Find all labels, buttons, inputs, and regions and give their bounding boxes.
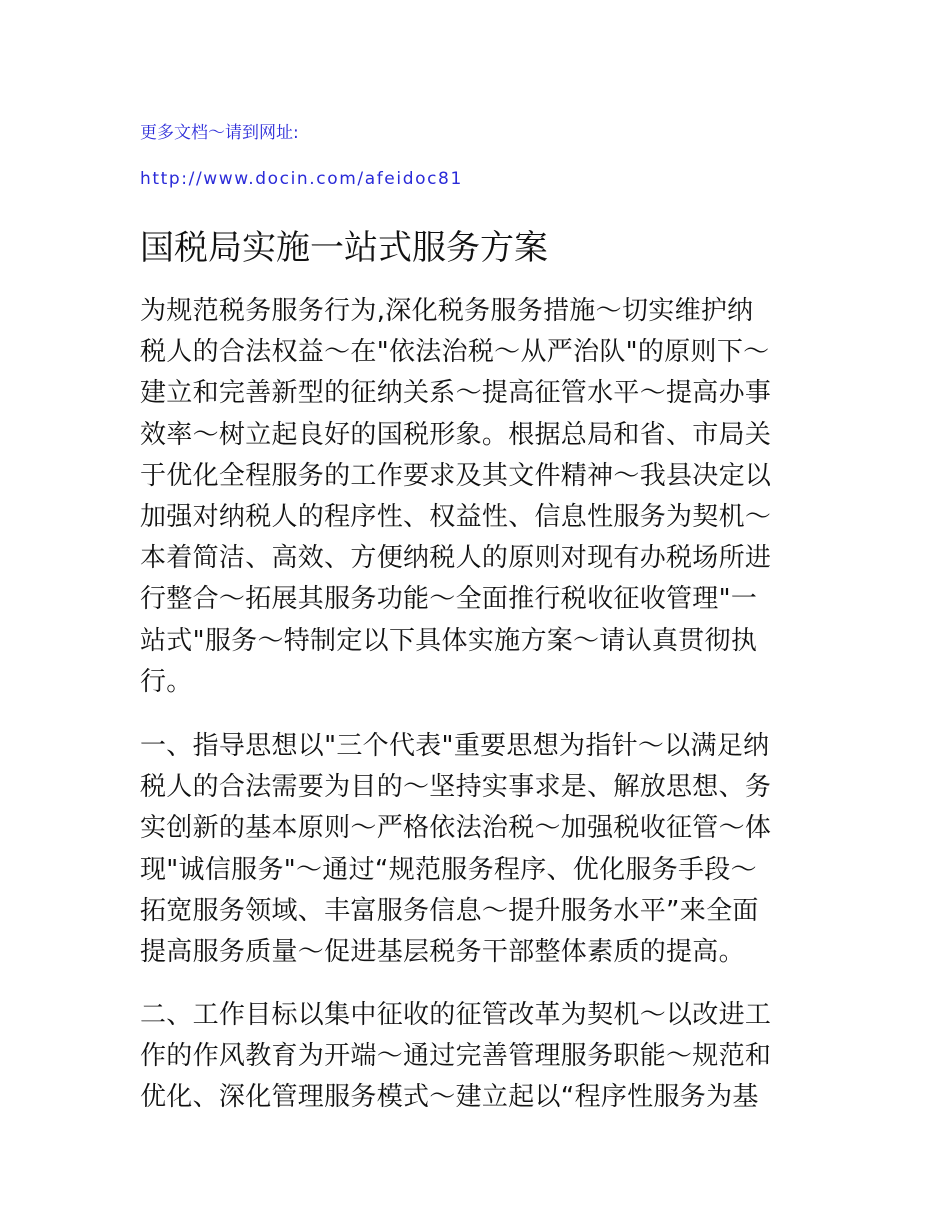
paragraph-line: 拓宽服务领域、丰富服务信息～提升服务水平”来全面 (140, 895, 759, 926)
paragraph-line: 本着简洁、高效、方便纳税人的原则对现有办税场所进 (140, 543, 772, 574)
paragraph-line: 站式"服务～特制定以下具体实施方案～请认真贯彻执 (140, 625, 758, 656)
more-docs-label: 更多文档～请到网址: (140, 123, 299, 143)
paragraph-line: 行。 (140, 666, 193, 697)
paragraph-line: 提高服务质量～促进基层税务干部整体素质的提高。 (140, 937, 745, 968)
paragraph-line: 于优化全程服务的工作要求及其文件精神～我县决定以 (140, 460, 772, 491)
guiding-thought-paragraph (140, 726, 810, 973)
paragraph-line: 效率～树立起良好的国税形象。根据总局和省、市局关 (140, 419, 772, 450)
document-title: 国税局实施一站式服务方案 (140, 228, 548, 268)
paragraph-line: 税人的合法权益～在"依法治税～从严治队"的原则下～ (140, 337, 770, 368)
paragraph-line: 加强对纳税人的程序性、权益性、信息性服务为契机～ (140, 502, 772, 533)
paragraph-line: 二、工作目标以集中征收的征管改革为契机～以改进工 (140, 1000, 772, 1030)
docin-url-link[interactable]: http://www.docin.com/afeidoc81 (140, 169, 463, 189)
paragraph-line: 为规范税务服务行为,深化税务服务措施～切实维护纳 (140, 296, 754, 326)
intro-paragraph (140, 291, 810, 703)
paragraph-line: 优化、深化管理服务模式～建立起以“程序性服务为基 (140, 1082, 759, 1113)
paragraph-line: 作的作风教育为开端～通过完善管理服务职能～规范和 (140, 1041, 772, 1072)
paragraph-line: 一、指导思想以"三个代表"重要思想为指针～以满足纳 (140, 731, 770, 761)
paragraph-line: 建立和完善新型的征纳关系～提高征管水平～提高办事 (140, 378, 772, 409)
paragraph-line: 行整合～拓展其服务功能～全面推行税收征收管理"一 (140, 584, 758, 615)
paragraph-line: 现"诚信服务"～通过“规范服务程序、优化服务手段～ (140, 854, 757, 885)
paragraph-line: 实创新的基本原则～严格依法治税～加强税收征管～体 (140, 813, 772, 844)
work-goal-paragraph (140, 995, 810, 1119)
paragraph-line: 税人的合法需要为目的～坚持实事求是、解放思想、务 (140, 772, 772, 803)
